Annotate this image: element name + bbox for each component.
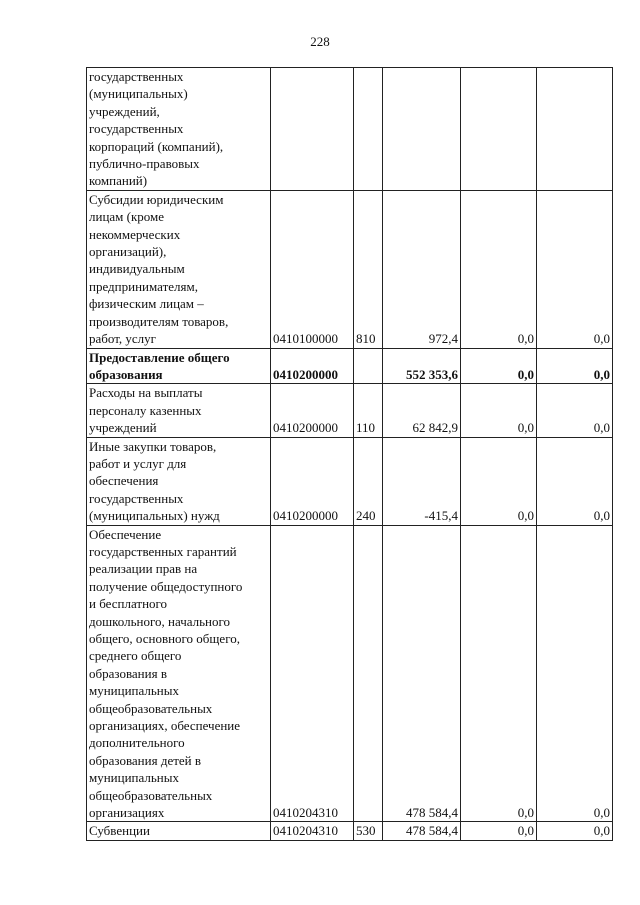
- table-row: [87, 822, 613, 840]
- row-value-2: [461, 68, 537, 191]
- row-expense-type: [354, 68, 383, 191]
- row-expense-type: 810: [354, 190, 383, 348]
- row-value-3: 0,0: [537, 384, 613, 437]
- table-row: [87, 190, 613, 348]
- row-name: Субсидии юридическим лицам (кроме некоммерческих организаций), индивидуальным предпринимателям, физическим лицам – производителям товаров, работ, услуг: [87, 190, 271, 348]
- row-value-2: 0,0: [461, 384, 537, 437]
- row-expense-type: 240: [354, 437, 383, 525]
- row-expense-type: [354, 348, 383, 384]
- row-code: 0410204310: [271, 822, 354, 840]
- row-value-1: 478 584,4: [383, 525, 461, 822]
- row-code: 0410200000: [271, 437, 354, 525]
- budget-table: [86, 67, 613, 841]
- row-value-3: 0,0: [537, 525, 613, 822]
- row-value-2: 0,0: [461, 437, 537, 525]
- page-number: 228: [310, 34, 330, 49]
- row-value-2: 0,0: [461, 190, 537, 348]
- row-value-2: 0,0: [461, 822, 537, 840]
- row-value-1: 972,4: [383, 190, 461, 348]
- table-row: [87, 525, 613, 822]
- row-value-1: -415,4: [383, 437, 461, 525]
- table-row: [87, 437, 613, 525]
- row-code: 0410200000: [271, 348, 354, 384]
- row-value-1: 552 353,6: [383, 348, 461, 384]
- row-name: государственных (муниципальных) учреждений, государственных корпораций (компаний), публично-правовых компаний): [87, 68, 271, 191]
- row-value-3: 0,0: [537, 437, 613, 525]
- row-value-3: [537, 68, 613, 191]
- row-code: 0410204310: [271, 525, 354, 822]
- row-value-1: 478 584,4: [383, 822, 461, 840]
- row-name: Иные закупки товаров, работ и услуг для обеспечения государственных (муниципальных) нужд: [87, 437, 271, 525]
- row-code: [271, 68, 354, 191]
- row-code: 0410100000: [271, 190, 354, 348]
- row-name: Расходы на выплаты персоналу казенных учреждений: [87, 384, 271, 437]
- row-name: Субвенции: [87, 822, 271, 840]
- row-value-3: 0,0: [537, 348, 613, 384]
- row-name: Обеспечение государственных гарантий реализации прав на получение общедоступного и бесплатного дошкольного, начального общего, основного общего, среднего общего образования в муниципальных общеобразовательных организациях, обеспечение дополнительного образования детей в муниципальных общеобразовательных организациях: [87, 525, 271, 822]
- row-expense-type: [354, 525, 383, 822]
- row-name: Предоставление общего образования: [87, 348, 271, 384]
- table-row: [87, 68, 613, 191]
- row-value-3: 0,0: [537, 190, 613, 348]
- table-row: [87, 348, 613, 384]
- row-value-1: 62 842,9: [383, 384, 461, 437]
- row-value-2: 0,0: [461, 348, 537, 384]
- row-value-3: 0,0: [537, 822, 613, 840]
- row-code: 0410200000: [271, 384, 354, 437]
- row-expense-type: 110: [354, 384, 383, 437]
- row-value-1: [383, 68, 461, 191]
- row-value-2: 0,0: [461, 525, 537, 822]
- row-expense-type: 530: [354, 822, 383, 840]
- table-row: [87, 384, 613, 437]
